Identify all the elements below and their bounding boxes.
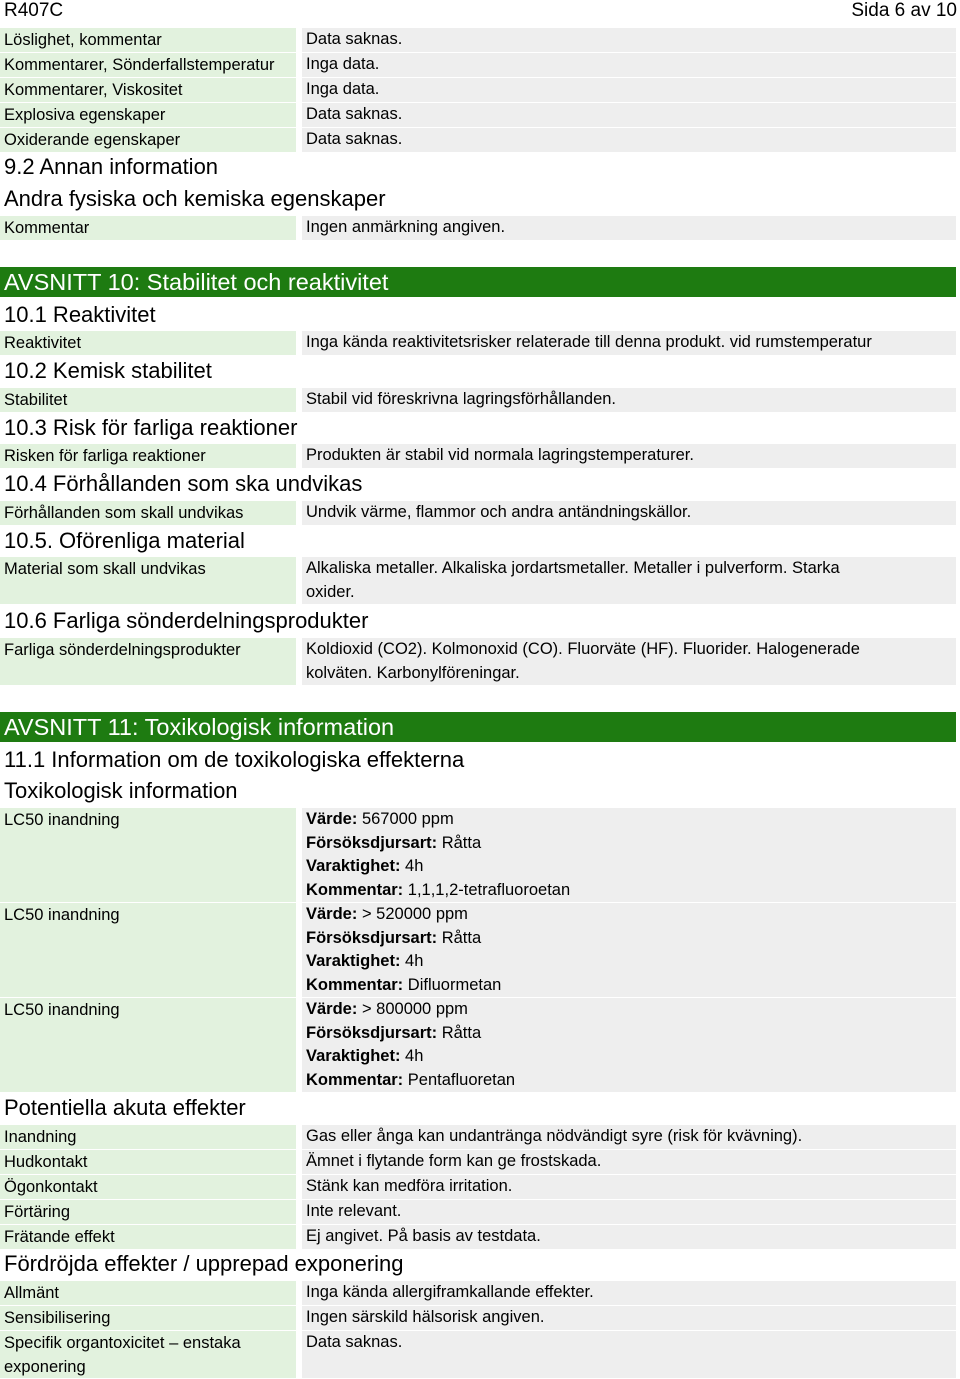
value-line [306,1022,956,1046]
property-value [302,557,956,604]
property-label: Hudkontakt [0,1150,296,1174]
value-line [306,855,956,879]
page-header [0,0,960,24]
page-number: Sida 6 av 10 [851,0,957,21]
property-label: Förhållanden som skall undvikas [0,501,296,525]
property-label: Ögonkontakt [0,1175,296,1199]
lc50-value: > 520000 ppm [361,905,468,923]
property-label: LC50 inandning [0,998,296,1092]
section-title-11: AVSNITT 11: Toxikologisk information [0,712,956,742]
property-value [302,998,956,1092]
value-line [306,998,956,1022]
species-key: Försöksdjursart: [306,928,438,947]
property-value: Ej angivet. På basis av testdata. [302,1225,956,1249]
property-label: Inandning [0,1125,296,1149]
property-value: Gas eller ånga kan undantränga nödvändigt syre (risk för kvävning). [302,1125,956,1149]
property-label: Risken för farliga reaktioner [0,444,296,468]
lc50-comment: 1,1,1,2-tetrafluoroetan [407,880,571,899]
property-value: Ämnet i flytande form kan ge frostskada. [302,1150,956,1174]
property-label: Kommentarer, Viskositet [0,78,296,102]
comment-key: Kommentar: [306,880,404,899]
property-label: Kommentar [0,216,296,240]
section-title-10: AVSNITT 10: Stabilitet och reaktivitet [0,267,956,297]
property-value: Inte relevant. [302,1200,956,1224]
lc50-species: Råtta [441,833,482,852]
document-code: R407C [4,0,64,21]
label-line: Specifik organtoxicitet – enstaka [4,1334,241,1352]
property-value: Data saknas. [302,1331,956,1378]
subsection-heading-11-1: 11.1 Information om de toxikologiska effekterna [4,747,465,772]
species-key: Försöksdjursart: [306,833,438,852]
property-label: LC50 inandning [0,808,296,902]
duration-key: Varaktighet: [306,952,401,970]
property-value: Inga data. [302,53,956,77]
value-line [306,974,956,998]
property-value [302,903,956,997]
property-label: Löslighet, kommentar [0,28,296,52]
property-value: Inga kända allergiframkallande effekter. [302,1281,956,1305]
property-value: Data saknas. [302,128,956,152]
subsection-heading-10-4: 10.4 Förhållanden som ska undvikas [4,471,363,496]
subsection-heading-10-3: 10.3 Risk för farliga reaktioner [4,415,298,440]
lc50-duration: 4h [405,1047,424,1065]
label-line: exponering [4,1358,86,1376]
lc50-comment: Pentafluoretan [407,1070,516,1089]
property-value [302,638,956,685]
property-value: Data saknas. [302,103,956,127]
subsection-heading-acute: Potentiella akuta effekter [4,1095,246,1120]
value-key: Värde: [306,1000,358,1018]
value-line [306,950,956,974]
property-label: Sensibilisering [0,1306,296,1330]
property-label: Allmänt [0,1281,296,1305]
value-line [306,927,956,951]
property-label: Material som skall undvikas [0,557,296,604]
property-value: Produkten är stabil vid normala lagringstemperaturer. [302,444,956,468]
value-line: Alkaliska metaller. Alkaliska jordartsmetaller. Metaller i pulverform. Starka [306,559,840,577]
lc50-duration: 4h [405,857,424,875]
value-line: Koldioxid (CO2). Kolmonoxid (CO). Fluorväte (HF). Fluorider. Halogenerade [306,640,860,658]
value-key: Värde: [306,810,358,828]
subsection-heading-10-6: 10.6 Farliga sönderdelningsprodukter [4,608,369,633]
property-value: Ingen anmärkning angiven. [302,216,956,240]
value-line [306,832,956,856]
subsection-heading-9-2: 9.2 Annan information [4,154,219,179]
subsection-heading-10-5: 10.5. Oförenliga material [4,528,245,553]
property-label: Reaktivitet [0,331,296,355]
property-label [0,1331,296,1378]
property-value: Inga kända reaktivitetsrisker relaterade till denna produkt. vid rumstemperatur [302,331,956,355]
subsection-subheading: Andra fysiska och kemiska egenskaper [4,186,386,211]
property-label: Förtäring [0,1200,296,1224]
subsection-heading-delayed: Fördröjda effekter / upprepad exponering [4,1251,404,1276]
property-label: Kommentarer, Sönderfallstemperatur [0,53,296,77]
subsection-subheading: Toxikologisk information [4,778,238,803]
value-line [306,1045,956,1069]
value-line [306,808,956,832]
property-value: Stänk kan medföra irritation. [302,1175,956,1199]
comment-key: Kommentar: [306,1070,404,1089]
property-label: LC50 inandning [0,903,296,997]
subsection-heading-10-1: 10.1 Reaktivitet [4,302,156,327]
comment-key: Kommentar: [306,975,404,994]
duration-key: Varaktighet: [306,857,401,875]
property-label: Stabilitet [0,388,296,412]
property-value: Data saknas. [302,28,956,52]
property-label: Explosiva egenskaper [0,103,296,127]
property-label: Frätande effekt [0,1225,296,1249]
value-line [306,1069,956,1093]
property-value: Inga data. [302,78,956,102]
property-value: Stabil vid föreskrivna lagringsförhållanden. [302,388,956,412]
lc50-duration: 4h [405,952,424,970]
lc50-species: Råtta [441,1023,482,1042]
property-value [302,808,956,902]
lc50-comment: Difluormetan [407,975,502,994]
lc50-species: Råtta [441,928,482,947]
subsection-heading-10-2: 10.2 Kemisk stabilitet [4,358,212,383]
species-key: Försöksdjursart: [306,1023,438,1042]
property-label: Farliga sönderdelningsprodukter [0,638,296,685]
lc50-value: 567000 ppm [361,810,454,828]
property-label: Oxiderande egenskaper [0,128,296,152]
lc50-value: > 800000 ppm [361,1000,468,1018]
duration-key: Varaktighet: [306,1047,401,1065]
value-line: oxider. [306,582,355,601]
property-value: Undvik värme, flammor och andra antändningskällor. [302,501,956,525]
value-line [306,903,956,927]
value-line: kolväten. Karbonylföreningar. [306,663,520,682]
value-line [306,879,956,903]
value-key: Värde: [306,905,358,923]
property-value: Ingen särskild hälsorisk angiven. [302,1306,956,1330]
